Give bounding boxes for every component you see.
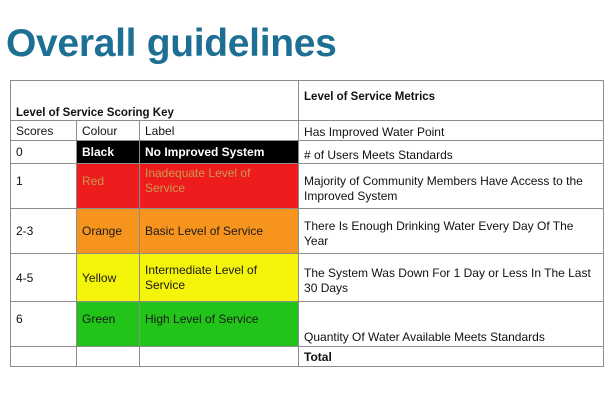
- total-label: Total: [299, 347, 604, 367]
- colour-cell-yellow: Yellow: [77, 254, 140, 302]
- slide-title: Overall guidelines: [6, 22, 337, 65]
- score-cell: 0: [11, 141, 77, 164]
- metric-6: Quantity Of Water Available Meets Standards: [299, 302, 604, 347]
- score-cell: 1: [11, 164, 77, 209]
- column-header-label: Label: [140, 121, 299, 141]
- table-row: [11, 302, 604, 347]
- table-row: [11, 209, 604, 254]
- column-header-colour: Colour: [77, 121, 140, 141]
- metric-5: The System Was Down For 1 Day or Less In The Last 30 Days: [299, 254, 604, 302]
- score-cell: 2-3: [11, 209, 77, 254]
- metric-2: # of Users Meets Standards: [299, 141, 604, 164]
- metrics-heading: Level of Service Metrics: [299, 81, 604, 121]
- label-cell-black: No Improved System: [140, 141, 299, 164]
- label-cell-yellow: Intermediate Level of Service: [140, 254, 299, 302]
- table-row: [11, 141, 604, 164]
- table-heading-row: [11, 81, 604, 121]
- colour-cell-green: Green: [77, 302, 140, 347]
- key-heading: Level of Service Scoring Key: [11, 81, 299, 121]
- score-cell: 4-5: [11, 254, 77, 302]
- scoring-table: [10, 80, 604, 367]
- colour-cell-orange: Orange: [77, 209, 140, 254]
- label-cell-green: High Level of Service: [140, 302, 299, 347]
- column-header-scores: Scores: [11, 121, 77, 141]
- colour-cell-red: Red: [77, 164, 140, 209]
- label-cell-orange: Basic Level of Service: [140, 209, 299, 254]
- metric-4: There Is Enough Drinking Water Every Day Of The Year: [299, 209, 604, 254]
- table-row: [11, 254, 604, 302]
- score-cell: 6: [11, 302, 77, 347]
- metric-1: Has Improved Water Point: [299, 121, 604, 141]
- colour-cell-black: Black: [77, 141, 140, 164]
- metric-3: Majority of Community Members Have Access to the Improved System: [299, 164, 604, 209]
- empty-cell: [77, 347, 140, 367]
- table-row: [11, 164, 604, 209]
- label-cell-red: Inadequate Level of Service: [140, 164, 299, 209]
- total-row: [11, 347, 604, 367]
- column-header-row: [11, 121, 604, 141]
- empty-cell: [11, 347, 77, 367]
- empty-cell: [140, 347, 299, 367]
